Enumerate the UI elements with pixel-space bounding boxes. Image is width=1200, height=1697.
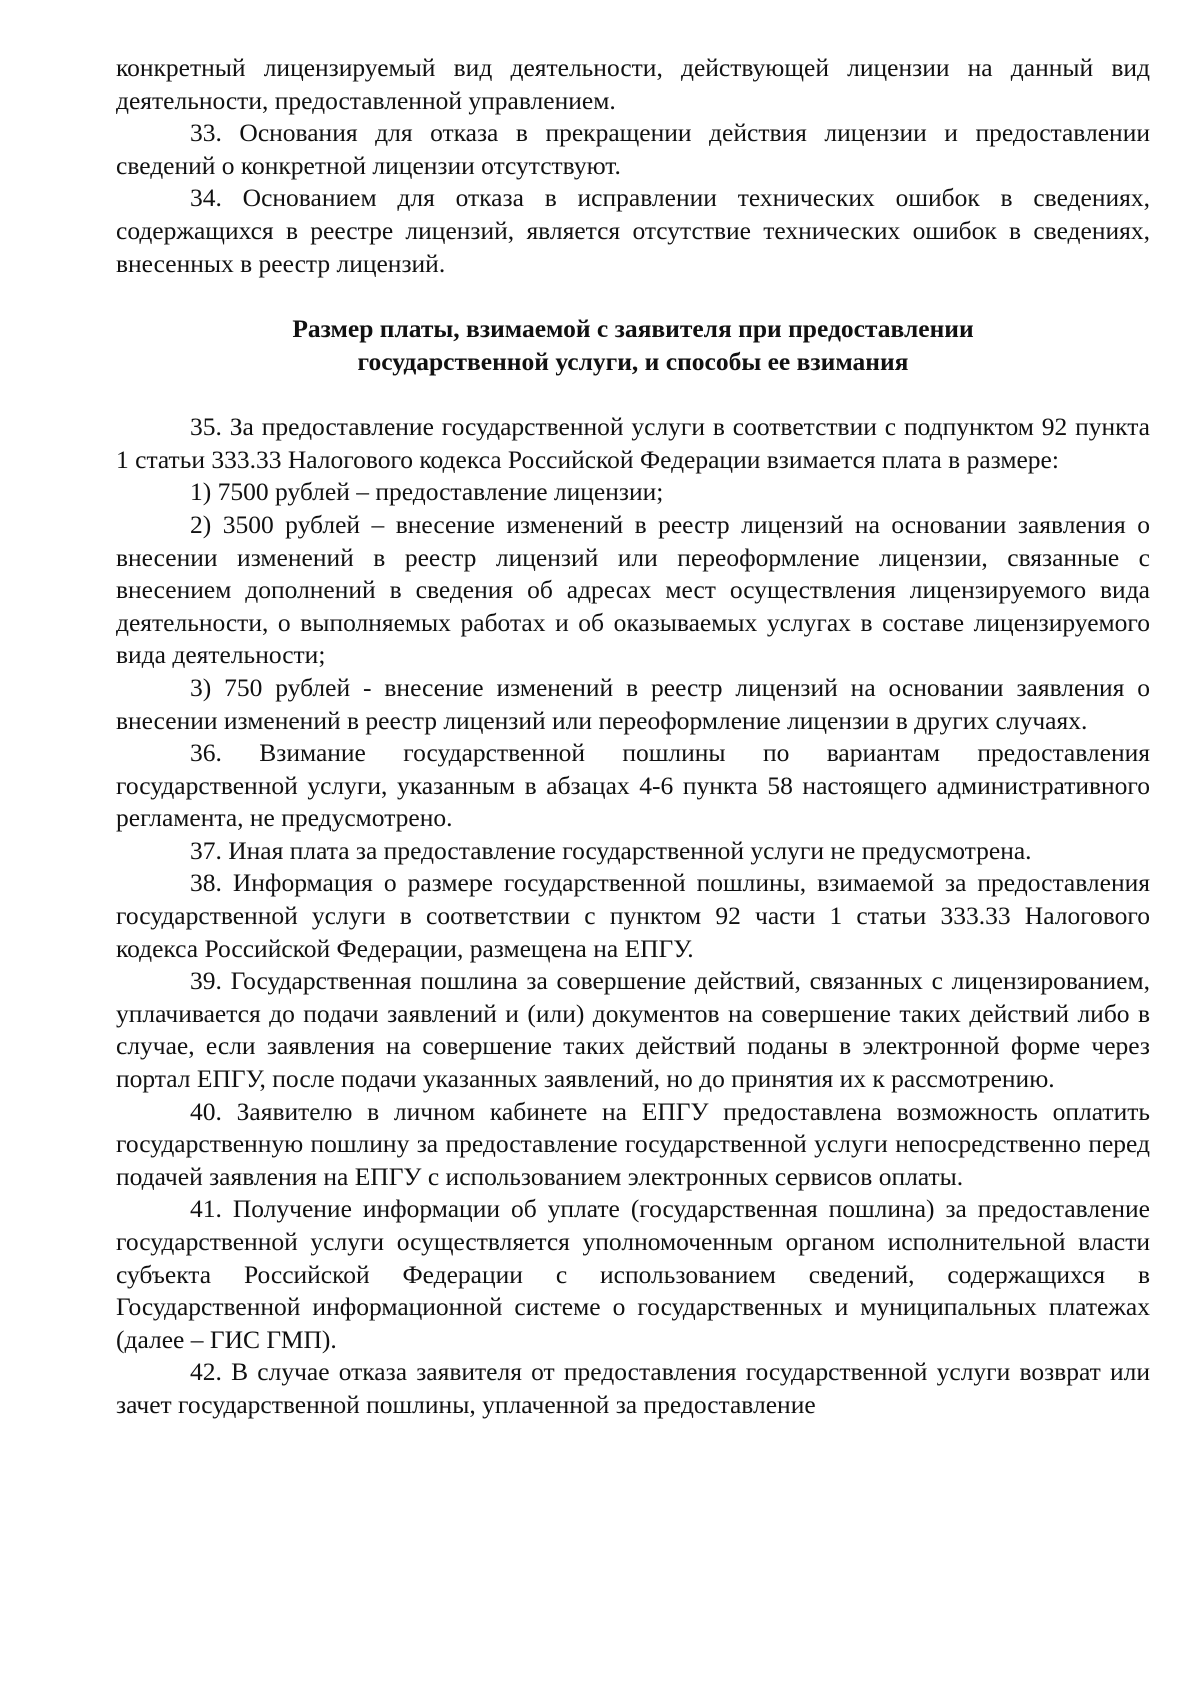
paragraph-37: 37. Иная плата за предоставление государственной услуги не предусмотрена. (190, 835, 1032, 865)
section-heading (116, 312, 1150, 378)
paragraph-35-item-1: 1) 7500 рублей – предоставление лицензии; (190, 477, 664, 507)
paragraph-40: 40. Заявителю в личном кабинете на ЕПГУ предоставлена возможность оплатить государственную пошлину за предоставление государственной услуги непосредственно перед подачей заявления на ЕПГУ с использованием электронных сервисов оплаты. (116, 1096, 1150, 1191)
paragraph-39: 39. Государственная пошлина за совершение действий, связанных с лицензированием, уплачивается до подачи заявлений и (или) документов на совершение таких действий либо в случае, если заявления на совершение таких действий поданы в электронной форме через портал ЕПГУ, после подачи указанных заявлений, но до принятия их к рассмотрению. (116, 966, 1150, 1094)
section-heading-line-1: Размер платы, взимаемой с заявителя при предоставлении (292, 314, 974, 344)
paragraph-35-item-3: 3) 750 рублей - внесение изменений в реестр лицензий на основании заявления о внесении изменений в реестр лицензий или переоформление лицензии в других случаях. (116, 672, 1150, 735)
paragraph-41: 41. Получение информации об уплате (государственная пошлина) за предоставление государственной услуги осуществляется уполномоченным органом исполнительной власти субъекта Российской Федерации с использованием сведений, содержащихся в Государственной информационной системе о государственных и муниципальных платежах (далее – ГИС ГМП). (116, 1194, 1150, 1354)
section-heading-line-2: государственной услуги, и способы ее взимания (357, 347, 909, 377)
document-page (116, 52, 1150, 1422)
paragraph-35-item-2: 2) 3500 рублей – внесение изменений в реестр лицензий на основании заявления о внесении изменений в реестр лицензий или переоформление лицензии, связанные с внесением дополнений в сведения об адресах мест осуществления лицензируемого вида деятельности, о выполняемых работах и об оказываемых услугах в составе лицензируемого вида деятельности; (116, 509, 1150, 670)
intro-continuation-paragraph: конкретный лицензируемый вид деятельности, действующей лицензии на данный вид деятельности, предоставленной управлением. (116, 53, 1150, 115)
paragraph-42: 42. В случае отказа заявителя от предоставления государственной услуги возврат или зачет государственной пошлины, уплаченной за предоставление (116, 1357, 1150, 1419)
paragraph-36: 36. Взимание государственной пошлины по вариантам предоставления государственной услуги, указанным в абзацах 4-6 пункта 58 настоящего административного регламента, не предусмотрено. (116, 738, 1150, 833)
paragraph-38: 38. Информация о размере государственной пошлины, взимаемой за предоставления государственной услуги в соответствии с пунктом 92 части 1 статьи 333.33 Налогового кодекса Российской Федерации, размещена на ЕПГУ. (116, 868, 1150, 963)
paragraph-35: 35. За предоставление государственной услуги в соответствии с подпунктом 92 пункта 1 статьи 333.33 Налогового кодекса Российской Федерации взимается плата в размере: (116, 412, 1150, 474)
paragraph-33: 33. Основания для отказа в прекращении действия лицензии и предоставлении сведений о конкретной лицензии отсутствуют. (116, 118, 1150, 180)
paragraph-34: 34. Основанием для отказа в исправлении технических ошибок в сведениях, содержащихся в реестре лицензий, является отсутствие технических ошибок в сведениях, внесенных в реестр лицензий. (116, 183, 1150, 278)
